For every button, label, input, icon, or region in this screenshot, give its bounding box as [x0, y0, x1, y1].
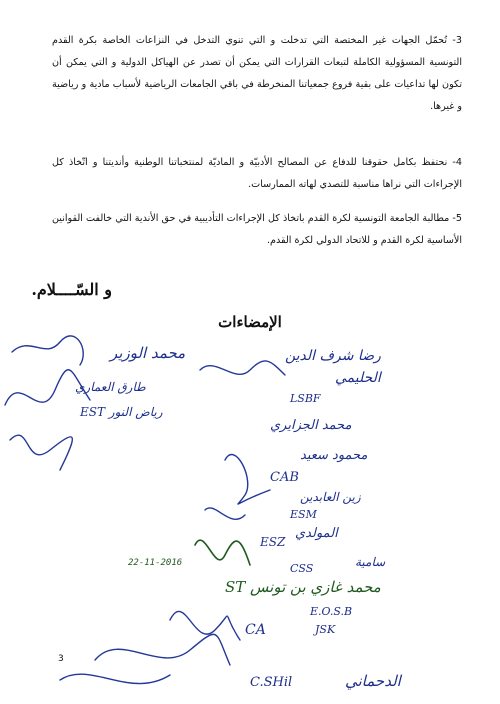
- signature-9: CAB: [270, 470, 299, 485]
- signature-1: محمد الوزير: [110, 344, 186, 362]
- signature-12: المولدي: [295, 526, 338, 541]
- closing-salutation: و السّــــلام.: [31, 280, 112, 299]
- scribble-8: [60, 674, 170, 683]
- signature-4: رضا شرف الدين: [285, 348, 381, 364]
- signature-5: الحليمي: [335, 370, 381, 386]
- paragraph-4: 4- نحتفظ بكامل حقوقنا للدفاع عن المصالح الأدبيّة و الماديّة لمنتخباتنا الوطنية وأنديتنا و اتّخاذ كل الإجراءات التي نراها مناسبة للتصدي لهاته الممارسات.: [52, 157, 462, 190]
- signature-20: C.SHil: [250, 675, 293, 690]
- scribble-6: [170, 611, 240, 640]
- signature-21: الدحماني: [345, 672, 401, 690]
- signature-6: LSBF: [290, 392, 321, 405]
- signature-3: رياض النور EST: [80, 405, 163, 419]
- scribble-7: [95, 634, 230, 665]
- scribble-5: [225, 455, 270, 505]
- scribble-green: [195, 540, 250, 565]
- scribble-9: [205, 508, 245, 519]
- scribble-1: [12, 336, 83, 365]
- signature-date: 22-11-2016: [128, 558, 183, 568]
- signature-17: E.O.S.B: [310, 605, 353, 618]
- page-number: 3: [58, 654, 64, 664]
- signatures-area: [0, 330, 500, 704]
- signature-2: طارق العماري: [75, 380, 146, 394]
- signatures-heading: الإمضاءات: [218, 313, 282, 331]
- signature-14: سامية: [355, 555, 386, 569]
- signature-11: ESM: [290, 508, 317, 521]
- signature-18: JSK: [315, 623, 336, 636]
- signature-10: زين العابدين: [300, 490, 361, 504]
- signature-15: CSS: [290, 562, 314, 575]
- signature-19: CA: [245, 622, 266, 638]
- signature-16: محمد غازي بن تونس ST: [225, 578, 381, 596]
- paragraph-3: 3- تُحمّل الجهات غير المختصة التي تدخلت و التي تنوي التدخل في النزاعات الخاصة بكرة القدم التونسية المسؤولية الكاملة لتبعات القرارات التي يمكن أن تصدر عن الهياكل الدولية و التي يمكن أن تكون لها تداعيات على بقية فروع جمعياتنا المنخرطة في باقي الجامعات الرياضية لأسباب مادية و رياضية و غيرها.: [52, 35, 462, 112]
- scribble-3: [10, 435, 72, 470]
- paragraph-5: 5- مطالبة الجامعة التونسية لكرة القدم باتخاذ كل الإجراءات التأديبية في حق الأندية التي خالفت القوانين الأساسية لكرة القدم و للاتحاد الدولي لكرة القدم.: [52, 213, 462, 246]
- signature-7: محمد الجزايري: [270, 418, 352, 433]
- scribble-4: [200, 361, 285, 375]
- signature-13: ESZ: [260, 535, 286, 549]
- signature-8: محمود سعيد: [300, 448, 368, 463]
